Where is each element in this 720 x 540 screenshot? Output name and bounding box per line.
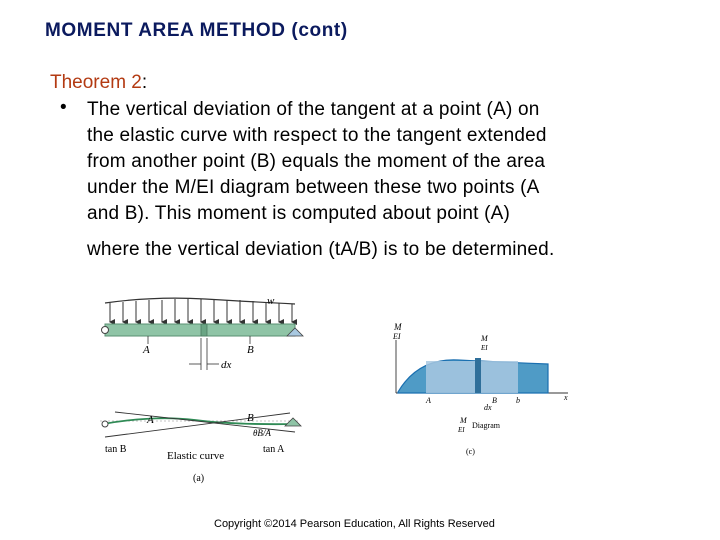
diagram-word: Diagram — [472, 421, 500, 430]
elastic-curve-caption: Elastic curve — [167, 450, 225, 462]
differential-strip — [475, 358, 481, 393]
pin-support — [102, 327, 109, 334]
diagram-ei: EI — [458, 426, 465, 434]
diagram-dx-label: dx — [484, 403, 492, 412]
curve-point-a: A — [147, 414, 154, 426]
copyright-notice: Copyright ©2014 Pearson Education, All Rights Reserved — [214, 518, 495, 530]
statement-line: from another point (B) equals the moment of the area — [87, 151, 546, 172]
statement-line: under the M/EI diagram between these two points (A — [87, 177, 540, 198]
shaded-area-a-b — [426, 361, 518, 393]
x-axis-label: x — [564, 393, 568, 402]
y-axis-m: M — [394, 322, 402, 332]
tan-b-label: tan B — [105, 444, 127, 455]
load-label: w — [267, 295, 275, 307]
figure-c-label: (c) — [466, 447, 475, 456]
m-ei-diagram — [388, 318, 583, 463]
y-axis-ei: EI — [393, 332, 401, 341]
beam — [105, 324, 295, 336]
tan-a-label: tan A — [263, 444, 285, 455]
diagram-point-b-upper: B — [492, 396, 497, 405]
diagram-point-a: A — [426, 396, 431, 405]
theorem-heading — [50, 72, 147, 94]
beam-point-a: A — [143, 344, 150, 356]
peak-ei-label: EI — [481, 344, 488, 352]
theorem-colon: : — [141, 72, 148, 93]
beam-element — [201, 324, 207, 336]
diagram-m: M — [460, 416, 467, 425]
peak-m-label: M — [481, 334, 488, 343]
theta-label: θB/A — [253, 428, 271, 438]
theorem-statement — [87, 97, 687, 263]
slide-title: MOMENT AREA METHOD (cont) — [45, 20, 348, 41]
statement-line: where the vertical deviation (tA/B) is to be determined. — [87, 239, 555, 260]
beam-figure — [95, 290, 310, 490]
statement-line: The vertical deviation of the tangent at a point (A) on — [87, 99, 540, 120]
beam-point-b: B — [247, 344, 254, 356]
diagram-point-b: b — [516, 396, 520, 405]
curve-point-b: B — [247, 412, 254, 424]
statement-line: the elastic curve with respect to the tangent extended — [87, 125, 547, 146]
theorem-name: Theorem 2 — [50, 72, 142, 93]
dx-dimension — [189, 338, 219, 370]
bullet-marker: • — [60, 97, 67, 118]
dx-label: dx — [221, 359, 232, 371]
statement-line: and B). This moment is computed about point (A) — [87, 203, 511, 224]
figure-a-label: (a) — [193, 473, 205, 484]
